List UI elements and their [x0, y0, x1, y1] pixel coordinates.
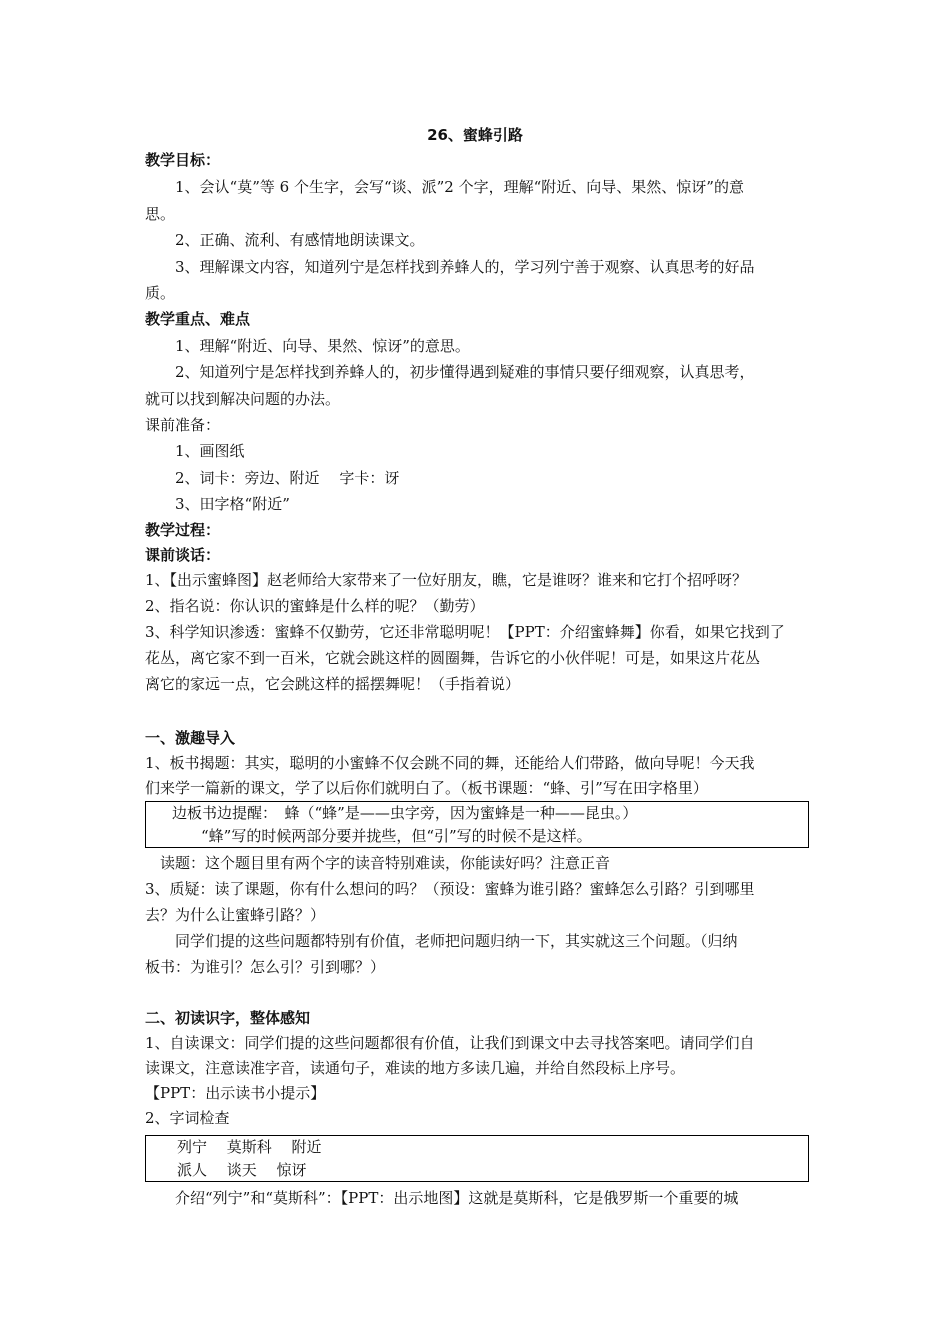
board-note-line-1: 边板书边提醒： 蜂（“蜂”是——虫字旁，因为蜜蜂是一种——昆虫。） — [172, 804, 638, 822]
pre-talk-1: 1、【出示蜜蜂图】赵老师给大家带来了一位好朋友，瞧，它是谁呀？谁来和它打个招呼呀？ — [145, 571, 748, 589]
goal-2: 2、正确、流利、有感情地朗读课文。 — [175, 231, 425, 249]
prep-item-2: 2、词卡：旁边、附近 字卡：讶 — [175, 469, 400, 487]
goal-1-line-1: 1、会认“莫”等 6 个生字，会写“谈、派”2 个字，理解“附近、向导、果然、惊讶”的意 — [175, 178, 744, 196]
section-2-heading: 二、初读识字，整体感知 — [145, 1009, 311, 1027]
word-list-line-2: 派人 谈天 惊讶 — [177, 1161, 307, 1179]
section-1-line-2: 们来学一篇新的课文，学了以后你们就明白了。（板书课题：“蜂、引”写在田字格里） — [145, 779, 708, 797]
self-read-line-2: 读课文，注意读准字音，读通句子，难读的地方多读几遍，并给自然段标上序号。 — [145, 1059, 686, 1077]
goals-heading: 教学目标： — [145, 151, 221, 169]
prep-item-1: 1、画图纸 — [175, 442, 245, 460]
goal-1-line-2: 思。 — [145, 205, 176, 223]
pre-talk-3-line-2: 花丛，离它家不到一百米，它就会跳这样的圆圈舞，告诉它的小伙伴呢！可是，如果这片花丛 — [145, 649, 761, 667]
question-line-1: 3、质疑：读了课题，你有什么想问的吗？（预设：蜜蜂为谁引路？蜜蜂怎么引路？引到哪里 — [145, 880, 755, 898]
pre-talk-2: 2、指名说：你认识的蜜蜂是什么样的呢？（勤劳） — [145, 597, 485, 615]
read-title-line: 读题：这个题目里有两个字的读音特别难读，你能读好吗？注意正音 — [160, 854, 611, 872]
process-heading: 教学过程： — [145, 521, 221, 539]
word-list-box — [145, 1135, 809, 1182]
pre-talk-3-line-3: 离它的家远一点，它会跳这样的摇摆舞呢！（手指着说） — [145, 675, 521, 693]
word-list-line-1: 列宁 莫斯科 附近 — [177, 1138, 322, 1156]
self-read-line-1: 1、自读课文：同学们提的这些问题都很有价值，让我们到课文中去寻找答案吧。请同学们自 — [145, 1034, 755, 1052]
intro-line: 介绍“列宁”和“莫斯科”：【PPT：出示地图】这就是莫斯科，它是俄罗斯一个重要的城 — [175, 1189, 739, 1207]
ppt-reading-tips: 【PPT：出示读书小提示】 — [145, 1084, 326, 1102]
board-note-box — [145, 801, 809, 848]
board-note-line-2: “蜂”写的时候两部分要并拢些，但“引”写的时候不是这样。 — [201, 827, 592, 845]
goal-3-line-2: 质。 — [145, 284, 176, 302]
summary-line-2: 板书：为谁引？怎么引？引到哪？） — [145, 958, 386, 976]
section-1-line-1: 1、板书揭题：其实，聪明的小蜜蜂不仅会跳不同的舞，还能给人们带路，做向导呢！今天我 — [145, 754, 755, 772]
summary-line-1: 同学们提的这些问题都特别有价值，老师把问题归纳一下，其实就这三个问题。（归纳 — [175, 932, 738, 950]
key-point-2-line-2: 就可以找到解决问题的办法。 — [145, 390, 341, 408]
page-title: 26、蜜蜂引路 — [427, 126, 523, 144]
pre-talk-heading: 课前谈话： — [145, 546, 221, 564]
goal-3-line-1: 3、理解课文内容，知道列宁是怎样找到养蜂人的，学习列宁善于观察、认真思考的好品 — [175, 258, 755, 276]
question-line-2: 去？为什么让蜜蜂引路？） — [145, 906, 326, 924]
prep-heading: 课前准备： — [145, 416, 221, 434]
section-1-heading: 一、激趣导入 — [145, 729, 236, 747]
key-point-2-line-1: 2、知道列宁是怎样找到养蜂人的，初步懂得遇到疑难的事情只要仔细观察，认真思考， — [175, 363, 755, 381]
prep-item-3: 3、田字格“附近” — [175, 495, 290, 513]
key-points-heading: 教学重点、难点 — [145, 310, 251, 328]
word-check-label: 2、字词检查 — [145, 1109, 230, 1127]
pre-talk-3-line-1: 3、科学知识渗透：蜜蜂不仅勤劳，它还非常聪明呢！【PPT：介绍蜜蜂舞】你看，如果它找到了 — [145, 623, 785, 641]
key-point-1: 1、理解“附近、向导、果然、惊讶”的意思。 — [175, 337, 470, 355]
